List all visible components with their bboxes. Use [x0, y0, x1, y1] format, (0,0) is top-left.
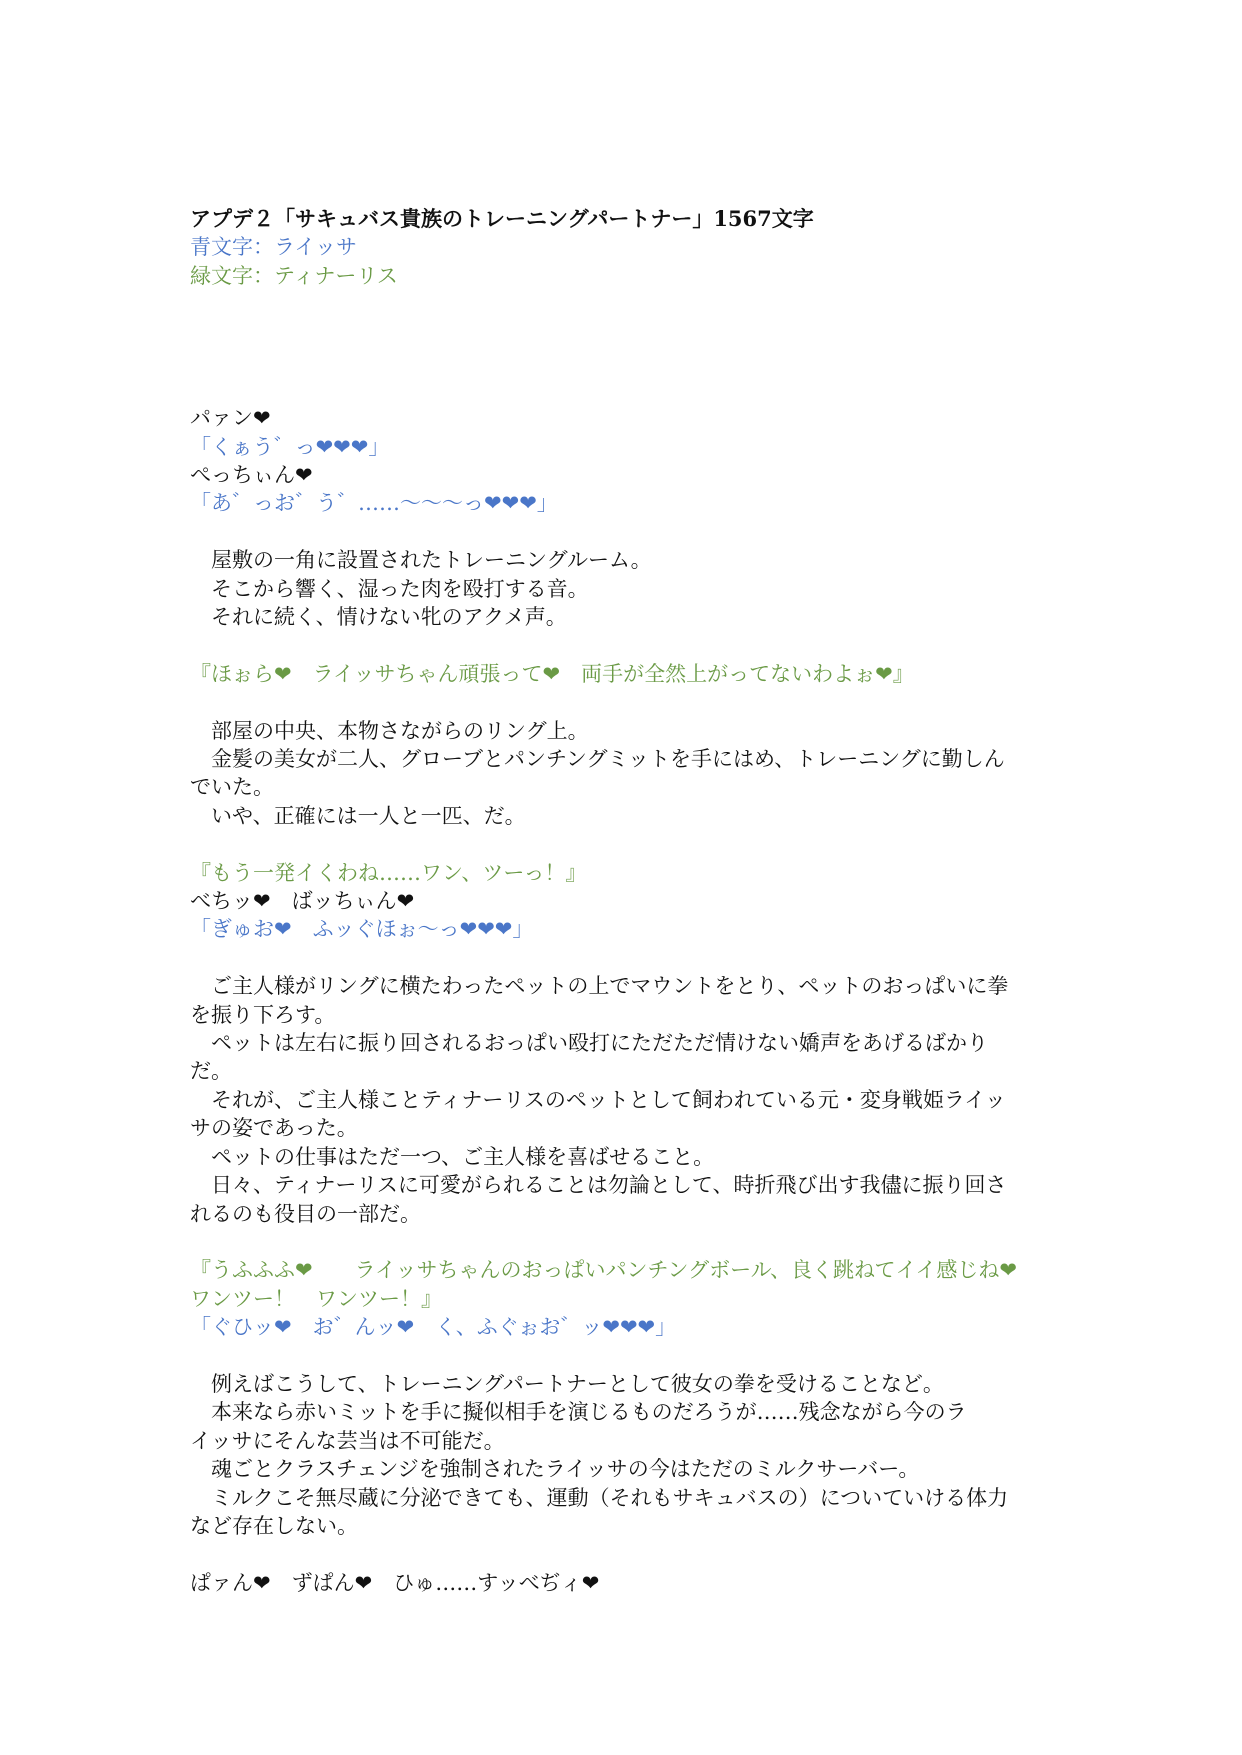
sound-effect-line: ぱァん❤ ずぱん❤ ひゅ……すッべぢィ❤	[190, 1570, 600, 1595]
narration-line: それが、ご主人様ことティナーリスのペットとして飼われている元・変身戦姫ライッ	[190, 1087, 1006, 1112]
narration-line: いや、正確には一人と一匹、だ。	[190, 803, 526, 828]
narration-line: ペットは左右に振り回されるおっぱい殴打にただただ情けない嬌声をあげるばかり	[190, 1031, 988, 1056]
sound-effect-line: パァン❤	[190, 406, 271, 431]
spacer	[190, 518, 1055, 546]
narration-line: 魂ごとクラスチェンジを強制されたライッサの今はただのミルクサーバー。	[190, 1457, 920, 1482]
narration-line: でいた。	[190, 775, 274, 800]
spacer	[190, 1228, 1055, 1256]
spacer	[190, 830, 1055, 858]
narration-line: それに続く、情けない牝のアクメ声。	[190, 605, 567, 630]
raissa-dialogue: 「あ゛っお゛う゛……〜〜〜っ❤❤❤」	[190, 491, 558, 516]
narration-line: 屋敷の一角に設置されたトレーニングルーム。	[190, 548, 652, 573]
tinalis-dialogue: 『ほぉら❤ ライッサちゃん頑張って❤ 両手が全然上がってないわよぉ❤』	[190, 661, 914, 686]
document-body	[190, 205, 1055, 1597]
narration-line: など存在しない。	[190, 1513, 358, 1538]
legend-blue-text: 青文字：ライッサ	[190, 235, 357, 260]
raissa-dialogue: 「ぎゅお❤ ふッぐほぉ〜っ❤❤❤」	[190, 917, 534, 942]
narration-line: 日々、ティナーリスに可愛がられることは勿論として、時折飛び出す我儘に振り回さ	[190, 1173, 1007, 1198]
spacer	[190, 1342, 1055, 1370]
spacer	[190, 688, 1055, 716]
sound-effect-line: ぺっちぃん❤	[190, 463, 313, 488]
spacer	[190, 1540, 1055, 1568]
narration-line: だ。	[190, 1059, 232, 1084]
legend-green-text: 緑文字：ティナーリス	[190, 263, 398, 288]
raissa-dialogue: 「くぁう゛っ❤❤❤」	[190, 434, 390, 459]
spacer	[190, 290, 1055, 404]
narration-line: 本来なら赤いミットを手に擬似相手を演じるものだろうが……残念ながら今のラ	[190, 1400, 967, 1425]
narration-line: サの姿であった。	[190, 1116, 358, 1141]
sound-effect-line: べちッ❤ ばッちぃん❤	[190, 889, 415, 914]
tinalis-dialogue: ワンツー！ ワンツー！』	[190, 1286, 442, 1311]
narration-line: イッサにそんな芸当は不可能だ。	[190, 1428, 505, 1453]
tinalis-dialogue: 『うふふふ❤ ライッサちゃんのおっぱいパンチングボール、良く跳ねてイイ感じね❤	[190, 1258, 1017, 1283]
narration-line: ペットの仕事はただ一つ、ご主人様を喜ばせること。	[190, 1144, 715, 1169]
narration-line: を振り下ろす。	[190, 1002, 336, 1027]
narration-line: 金髪の美女が二人、グローブとパンチングミットを手にはめ、トレーニングに勤しん	[190, 747, 1005, 772]
raissa-dialogue: 「ぐひッ❤ お゛んッ❤ く、ふぐぉお゛ッ❤❤❤」	[190, 1315, 677, 1340]
narration-line: そこから響く、湿った肉を殴打する音。	[190, 576, 589, 601]
narration-line: ご主人様がリングに横たわったペットの上でマウントをとり、ペットのおっぱいに拳	[190, 974, 1009, 999]
narration-line: 部屋の中央、本物さながらのリング上。	[190, 718, 589, 743]
tinalis-dialogue: 『もう一発イくわね……ワン、ツーっ！』	[190, 860, 587, 885]
spacer	[190, 631, 1055, 659]
spacer	[190, 944, 1055, 972]
document-title: アプデ２「サキュバス貴族のトレーニングパートナー」1567文字	[190, 206, 814, 231]
narration-line: 例えばこうして、トレーニングパートナーとして彼女の拳を受けることなど。	[190, 1371, 944, 1396]
narration-line: ミルクこそ無尽蔵に分泌できても、運動（それもサキュバスの）についていける体力	[190, 1485, 1009, 1510]
narration-line: れるのも役目の一部だ。	[190, 1201, 421, 1226]
